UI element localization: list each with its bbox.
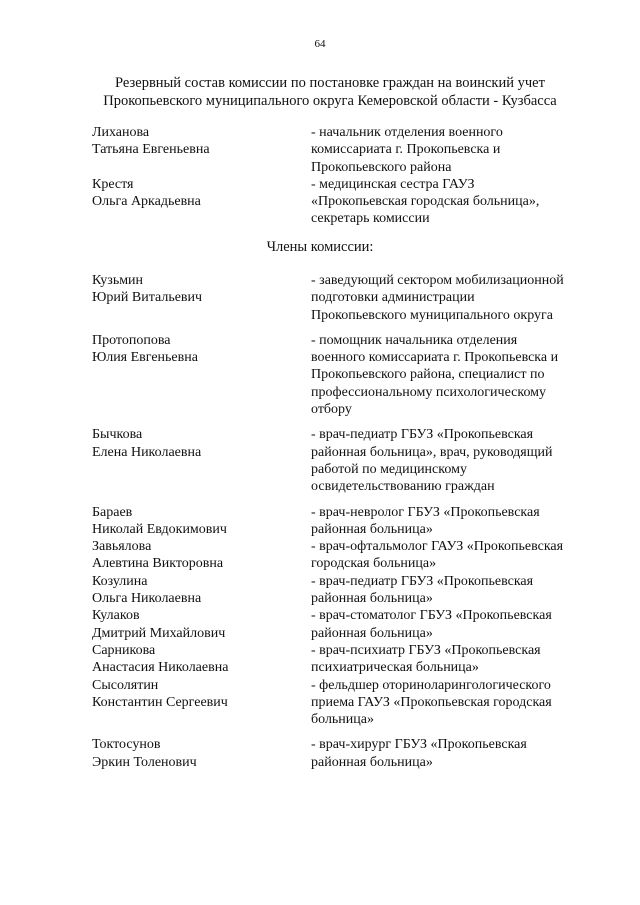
person-role [311, 504, 602, 539]
role-line: Прокопьевского муниципального округа [311, 307, 554, 323]
leadership-entry [92, 176, 602, 228]
role-line: больница» [311, 712, 374, 728]
person-given-names: Николай Евдокимович [92, 521, 227, 537]
role-line: - начальник отделения военного [311, 125, 503, 140]
role-line: - врач-хирург ГБУЗ «Прокопьевская [311, 737, 527, 753]
role-line: Прокопьевского района, специалист по [311, 367, 545, 383]
role-line: районная больница» [311, 521, 433, 537]
role-line: профессиональному психологическому [311, 384, 547, 400]
document-title [60, 74, 600, 110]
person-role [311, 272, 602, 324]
person-surname: Бычкова [92, 427, 143, 443]
role-line: - фельдшер оториноларингологического [311, 677, 551, 693]
role-line: освидетельствованию граждан [311, 479, 495, 495]
person-name [92, 332, 311, 418]
role-line: психиатрическая больница» [311, 660, 479, 676]
person-name [92, 642, 311, 677]
person-name [92, 538, 311, 573]
role-line: работой по медицинскому [311, 461, 467, 477]
page-number: 64 [314, 38, 326, 50]
person-given-names: Ольга Николаевна [92, 591, 202, 607]
role-line: районная больница» [311, 591, 433, 607]
person-name [92, 124, 311, 176]
person-given-names: Юлия Евгеньевна [92, 350, 198, 366]
member-entry [92, 642, 602, 677]
person-role [311, 736, 602, 771]
person-surname: Кулаков [92, 608, 140, 624]
title-line-1: Резервный состав комиссии по постановке граждан на воинский учет [115, 75, 545, 91]
person-surname: Сысолятин [92, 677, 159, 693]
person-role [311, 332, 602, 418]
person-given-names: Константин Сергеевич [92, 694, 228, 710]
person-role [311, 677, 602, 729]
person-name [92, 736, 311, 771]
role-line: - медицинская сестра ГАУЗ [311, 176, 475, 192]
person-surname: Токтосунов [92, 737, 161, 753]
role-line: - врач-психиатр ГБУЗ «Прокопьевская [311, 642, 541, 658]
person-role [311, 538, 602, 573]
leadership-list [92, 124, 602, 228]
role-line: отбору [311, 402, 352, 418]
role-line: - врач-педиатр ГБУЗ «Прокопьевская [311, 427, 534, 443]
person-name [92, 426, 311, 495]
member-entry [92, 573, 602, 608]
role-line: городская больница» [311, 556, 437, 572]
person-surname: Лиханова [92, 125, 150, 140]
person-given-names: Дмитрий Михайлович [92, 625, 226, 641]
person-role [311, 176, 602, 228]
person-surname: Протопопова [92, 332, 171, 348]
person-given-names: Ольга Аркадьевна [92, 194, 201, 210]
person-role [311, 573, 602, 608]
person-surname: Сарникова [92, 642, 156, 658]
person-surname: Козулина [92, 573, 148, 589]
person-name [92, 176, 311, 228]
role-line: «Прокопьевская городская больница», [311, 194, 540, 210]
person-given-names: Эркин Толенович [92, 754, 197, 770]
member-entry [92, 677, 602, 729]
person-name [92, 573, 311, 608]
person-given-names: Татьяна Евгеньевна [92, 142, 210, 158]
role-line: - врач-офтальмолог ГАУЗ «Прокопьевская [311, 539, 564, 555]
members-heading: Члены комиссии: [266, 239, 374, 255]
person-name [92, 677, 311, 729]
member-entry [92, 504, 602, 539]
role-line: - врач-невролог ГБУЗ «Прокопьевская [311, 504, 540, 520]
person-given-names: Анастасия Николаевна [92, 660, 229, 676]
role-line: подготовки администрации [311, 290, 475, 306]
member-entry [92, 607, 602, 642]
role-line: комиссариата г. Прокопьевска и [311, 142, 501, 158]
person-role [311, 642, 602, 677]
member-entry [92, 538, 602, 573]
role-line: - заведующий сектором мобилизационной [311, 273, 564, 288]
role-line: - врач-стоматолог ГБУЗ «Прокопьевская [311, 608, 552, 624]
person-role [311, 607, 602, 642]
role-line: районная больница» [311, 754, 433, 770]
person-surname: Крестя [92, 176, 134, 192]
member-entry [92, 272, 602, 324]
title-line-2: Прокопьевского муниципального округа Кемеровской области - Кузбасса [103, 93, 557, 109]
member-entry [92, 332, 602, 418]
person-given-names: Юрий Витальевич [92, 290, 203, 306]
role-line: - помощник начальника отделения [311, 332, 518, 348]
person-role [311, 426, 602, 495]
members-list [92, 272, 602, 771]
leadership-entry [92, 124, 602, 176]
person-surname: Бараев [92, 504, 133, 520]
role-line: - врач-педиатр ГБУЗ «Прокопьевская [311, 573, 534, 589]
role-line: военного комиссариата г. Прокопьевска и [311, 350, 559, 366]
person-name [92, 504, 311, 539]
role-line: Прокопьевского района [311, 159, 452, 175]
role-line: секретарь комиссии [311, 211, 430, 227]
member-entry [92, 426, 602, 495]
person-given-names: Елена Николаевна [92, 444, 202, 460]
role-line: районная больница» [311, 625, 433, 641]
person-surname: Кузьмин [92, 273, 144, 288]
member-entry [92, 736, 602, 771]
person-given-names: Алевтина Викторовна [92, 556, 224, 572]
person-name [92, 272, 311, 324]
person-role [311, 124, 602, 176]
person-name [92, 607, 311, 642]
role-line: районная больница», врач, руководящий [311, 444, 553, 460]
role-line: приема ГАУЗ «Прокопьевская городская [311, 694, 552, 710]
person-surname: Завьялова [92, 539, 152, 555]
